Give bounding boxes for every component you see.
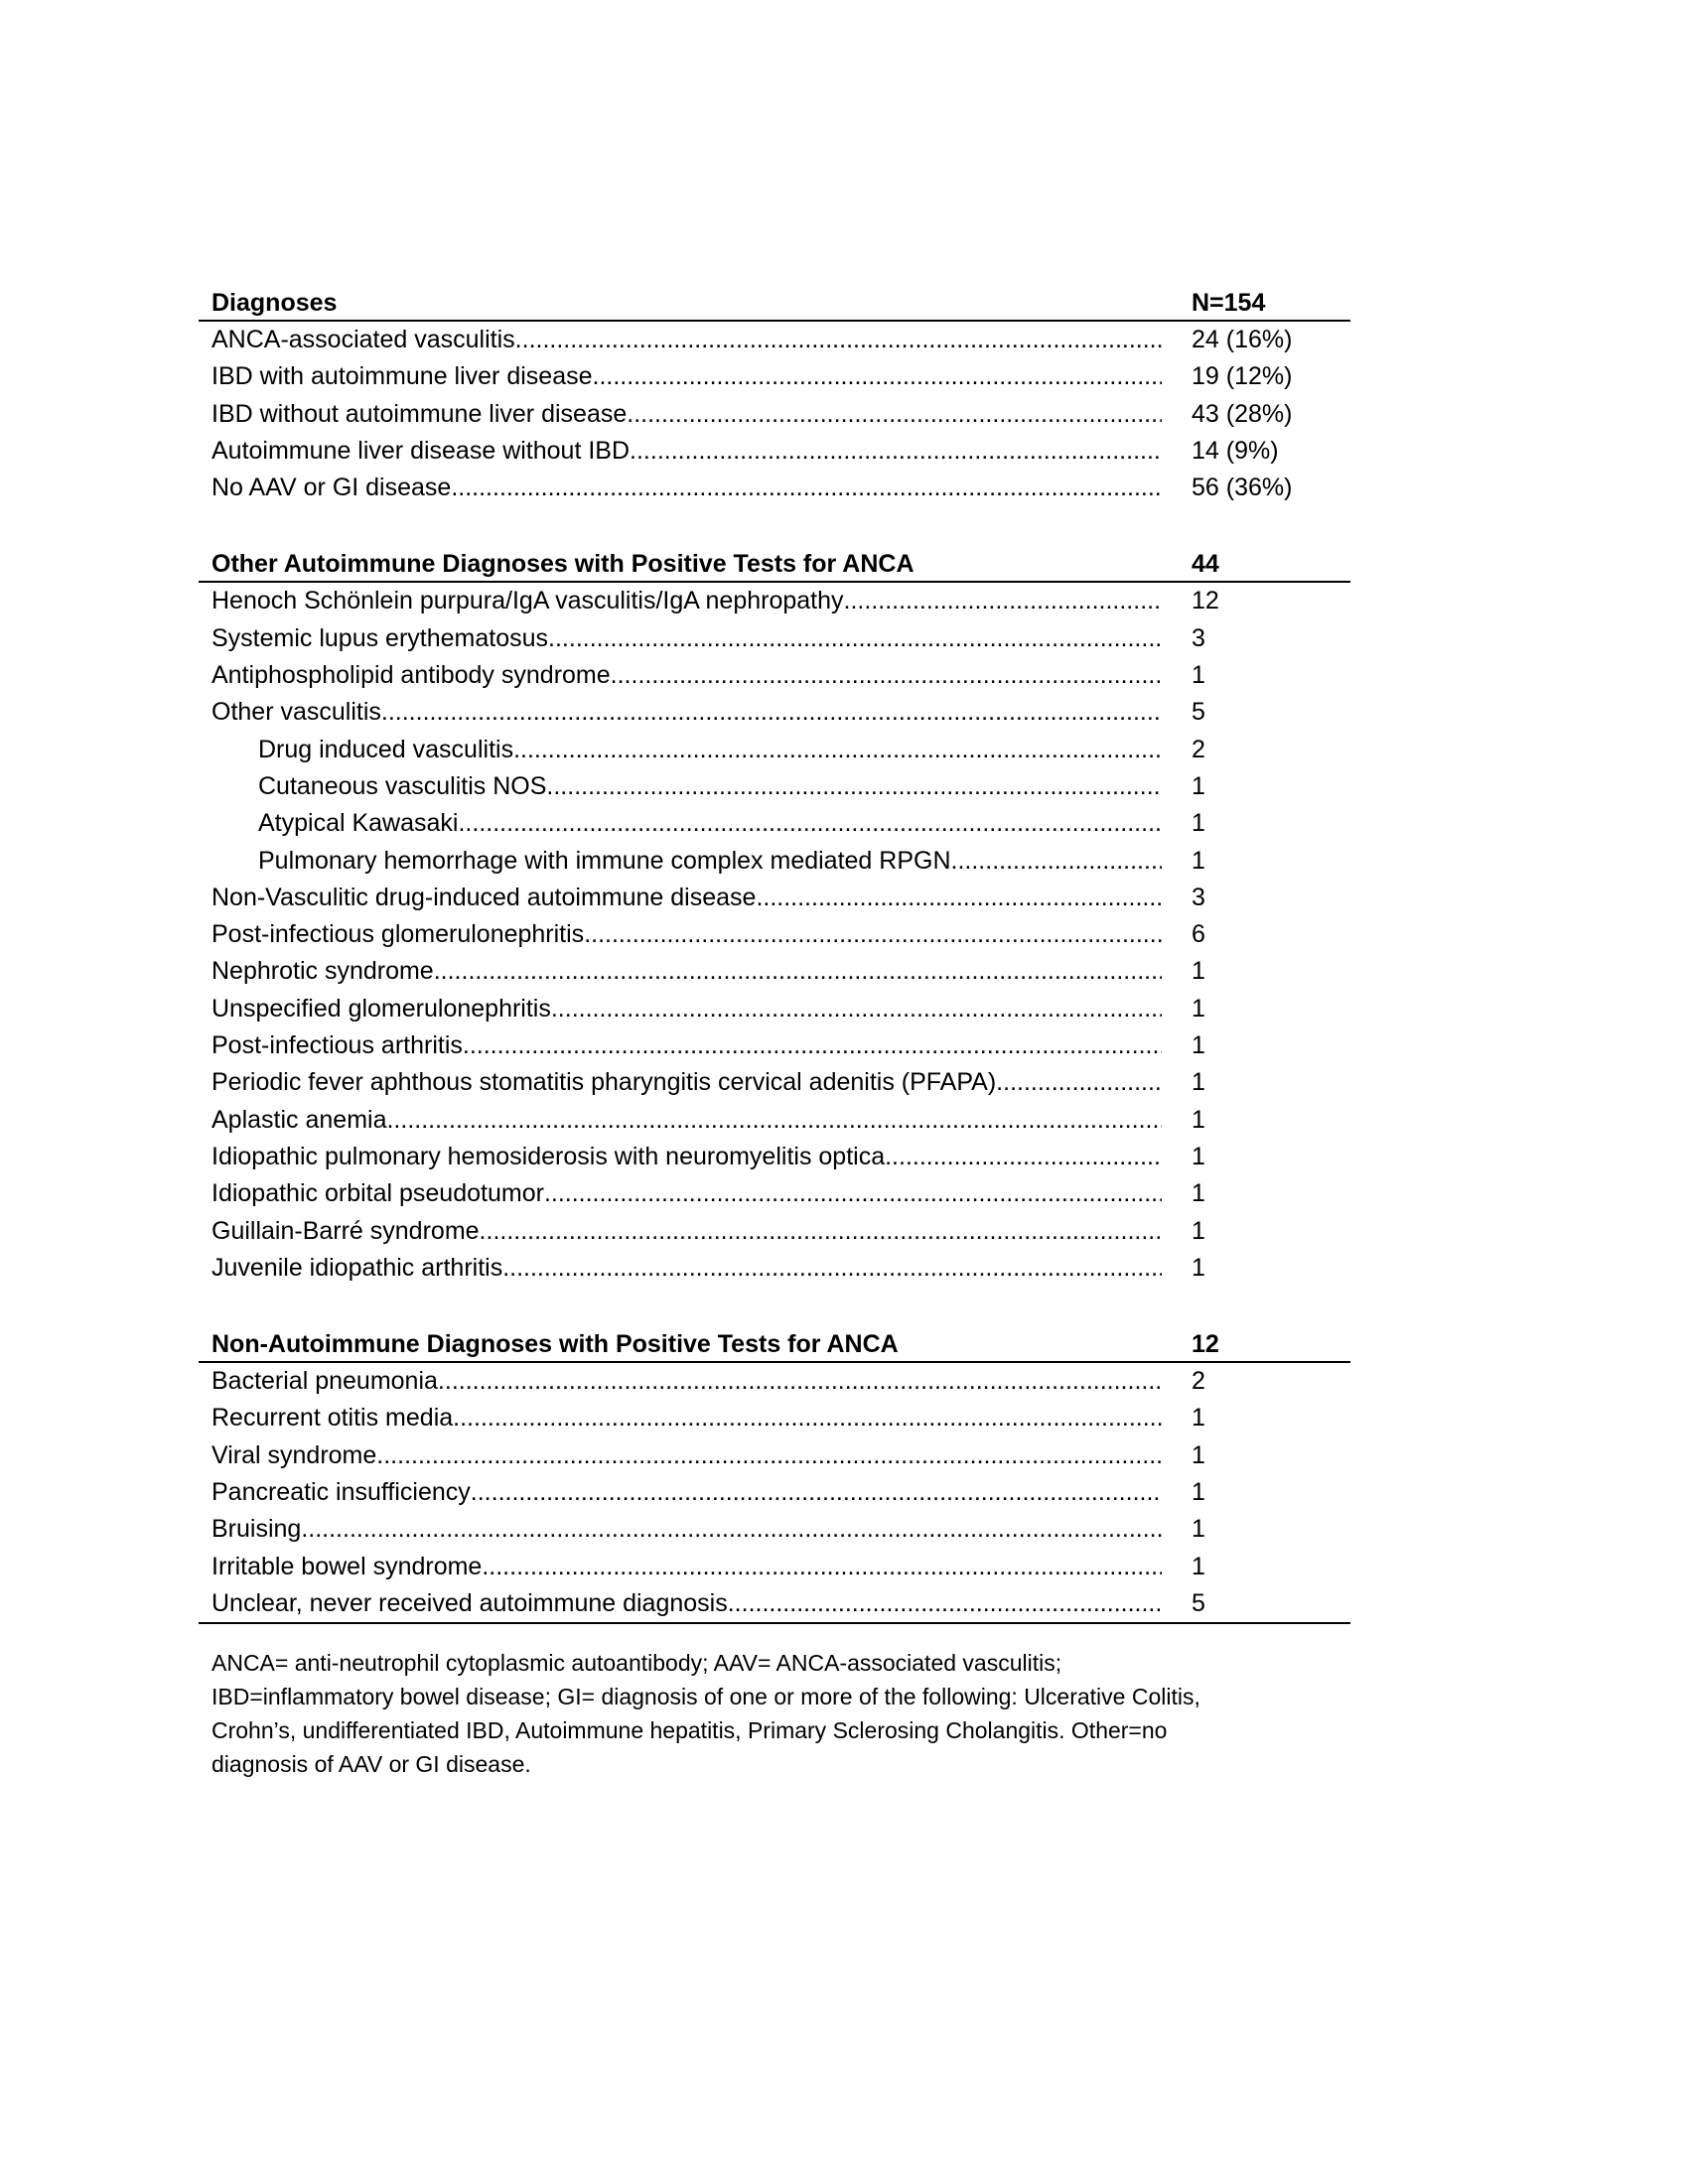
row-label: Idiopathic pulmonary hemosiderosis with neuromyelitis optica [211,1142,886,1170]
table-row [199,657,1350,694]
row-value: 6 [1192,920,1205,949]
table-row [199,1250,1350,1287]
row-label: Unspecified glomerulonephritis [211,994,551,1023]
section-diagnoses [199,282,1350,506]
table-footnote [211,1646,1343,1781]
row-label: Post-infectious glomerulonephritis [211,920,585,949]
table-row [199,322,1350,358]
dot-leader [584,916,1162,953]
row-label: Drug induced vasculitis [258,735,514,763]
dot-leader [546,768,1162,805]
row-value: 56 (36%) [1192,474,1293,502]
table-row [199,1437,1350,1474]
row-label: Recurrent otitis media [211,1404,454,1433]
dot-leader [593,358,1163,395]
dot-leader [482,1549,1162,1585]
row-label: IBD without autoimmune liver disease [211,399,628,428]
section-rows [199,583,1350,1287]
row-value: 1 [1192,1142,1205,1170]
section-header-label: Diagnoses [211,289,338,317]
dot-leader [630,433,1162,470]
section-header-label: Non-Autoimmune Diagnoses with Positive Tests for ANCA [211,1330,899,1359]
dot-leader [544,1175,1162,1212]
row-value: 1 [1192,846,1205,875]
row-label: Cutaneous vasculitis NOS [258,771,547,800]
row-value: 24 (16%) [1192,326,1293,353]
section-rows [199,322,1350,506]
row-value: 1 [1192,1552,1205,1580]
row-label: Other vasculitis [211,698,381,727]
row-value: 1 [1192,1068,1205,1097]
row-label: Bruising [211,1515,302,1544]
row-label: Atypical Kawasaki [258,809,459,838]
table-row [199,1213,1350,1250]
row-label: Pancreatic insufficiency [211,1478,471,1507]
table-row [199,1027,1350,1064]
dot-leader [301,1511,1162,1548]
dot-leader [458,805,1162,842]
dot-leader [463,1027,1162,1064]
table-row [199,1511,1350,1548]
table-row [199,694,1350,731]
section-header-value: 12 [1192,1330,1219,1359]
section-header [199,1323,1350,1363]
row-label: Periodic fever aphthous stomatitis pharyngitis cervical adenitis (PFAPA) [211,1068,997,1097]
dot-leader [434,953,1162,990]
row-label: Aplastic anemia [211,1105,387,1134]
table-row [199,1549,1350,1585]
dot-leader [471,1474,1162,1511]
dot-leader [951,843,1162,880]
row-value: 1 [1192,957,1205,986]
table-row [199,396,1350,433]
table-row [199,1585,1350,1622]
row-value: 1 [1192,994,1205,1023]
row-label: Systemic lupus erythematosus [211,623,549,652]
row-value: 1 [1192,771,1205,800]
table-row [199,1139,1350,1175]
row-value: 43 (28%) [1192,399,1293,428]
table-row [199,1474,1350,1511]
table-row-indented [199,732,1350,768]
footnote-line: IBD=inflammatory bowel disease; GI= diagnosis of one or more of the following: Ulcerative Colitis, [211,1684,1200,1709]
dot-leader [627,396,1162,433]
row-label: Antiphospholipid antibody syndrome [211,661,611,690]
row-value: 1 [1192,661,1205,690]
dot-leader [515,322,1162,358]
dot-leader [386,1102,1162,1139]
row-value: 2 [1192,1367,1205,1396]
table-row-indented [199,805,1350,842]
table-row [199,991,1350,1027]
dot-leader [438,1363,1162,1400]
dot-leader [376,1437,1162,1474]
table-row-indented [199,768,1350,805]
row-value: 2 [1192,735,1205,763]
section-header-value: 44 [1192,550,1219,579]
section-header [199,282,1350,322]
table-row [199,1102,1350,1139]
table-row [199,1400,1350,1436]
row-label: Post-infectious arthritis [211,1031,463,1060]
row-value: 12 [1192,587,1219,615]
row-label: Irritable bowel syndrome [211,1552,483,1580]
section-header-label: Other Autoimmune Diagnoses with Positive Tests for ANCA [211,550,914,579]
dot-leader [548,620,1162,657]
row-label: Unclear, never received autoimmune diagnosis [211,1588,728,1617]
row-value: 1 [1192,1105,1205,1134]
row-label: Autoimmune liver disease without IBD [211,436,631,465]
row-label: Non-Vasculitic drug-induced autoimmune disease [211,883,757,911]
row-label: Guillain-Barré syndrome [211,1216,480,1245]
row-value: 1 [1192,1031,1205,1060]
dot-leader [611,657,1162,694]
table-row [199,916,1350,953]
dot-leader [728,1585,1162,1622]
row-value: 1 [1192,1515,1205,1544]
section-header [199,543,1350,583]
table-row [199,358,1350,395]
dot-leader [451,470,1162,506]
row-value: 1 [1192,1478,1205,1507]
row-value: 14 (9%) [1192,436,1279,465]
row-value: 1 [1192,1404,1205,1433]
section-non-autoimmune [199,1323,1350,1624]
table-row [199,1175,1350,1212]
dot-leader [513,732,1162,768]
row-label: Viral syndrome [211,1440,377,1469]
table-row [199,583,1350,619]
footnote-line: diagnosis of AAV or GI disease. [211,1751,531,1777]
row-value: 1 [1192,1179,1205,1208]
dot-leader [885,1139,1162,1175]
row-label: No AAV or GI disease [211,474,452,502]
table-row [199,620,1350,657]
section-other-autoimmune [199,543,1350,1287]
table-row [199,1064,1350,1101]
dot-leader [381,694,1162,731]
row-label: Idiopathic orbital pseudotumor [211,1179,544,1208]
row-value: 5 [1192,1588,1205,1617]
row-label: Bacterial pneumonia [211,1367,438,1396]
dot-leader [996,1064,1162,1101]
dot-leader [551,991,1162,1027]
row-value: 3 [1192,623,1205,652]
row-value: 1 [1192,1440,1205,1469]
row-label: Juvenile idiopathic arthritis [211,1253,503,1282]
section-header-value: N=154 [1192,289,1266,317]
dot-leader [844,583,1162,619]
row-label: Henoch Schönlein purpura/IgA vasculitis/IgA nephropathy [211,587,844,615]
row-value: 3 [1192,883,1205,911]
row-value: 1 [1192,1216,1205,1245]
row-label: IBD with autoimmune liver disease [211,362,593,391]
table-row [199,880,1350,916]
footnote-line: ANCA= anti-neutrophil cytoplasmic autoantibody; AAV= ANCA-associated vasculitis; [211,1650,1062,1676]
row-value: 1 [1192,1253,1205,1282]
table-row-indented [199,843,1350,880]
dot-leader [480,1213,1162,1250]
row-label: Pulmonary hemorrhage with immune complex mediated RPGN [258,846,951,875]
diagnoses-table [199,282,1350,1624]
table-row [199,433,1350,470]
table-row [199,470,1350,506]
row-value: 1 [1192,809,1205,838]
footnote-line: Crohn’s, undifferentiated IBD, Autoimmune hepatitis, Primary Sclerosing Cholangitis. Other=no [211,1717,1168,1743]
table-row [199,1363,1350,1400]
dot-leader [756,880,1162,916]
row-value: 19 (12%) [1192,362,1293,391]
dot-leader [502,1250,1162,1287]
row-value: 5 [1192,698,1205,727]
row-label: Nephrotic syndrome [211,957,434,986]
section-rows [199,1363,1350,1624]
dot-leader [453,1400,1162,1436]
table-row [199,953,1350,990]
row-label: ANCA-associated vasculitis [211,326,515,353]
